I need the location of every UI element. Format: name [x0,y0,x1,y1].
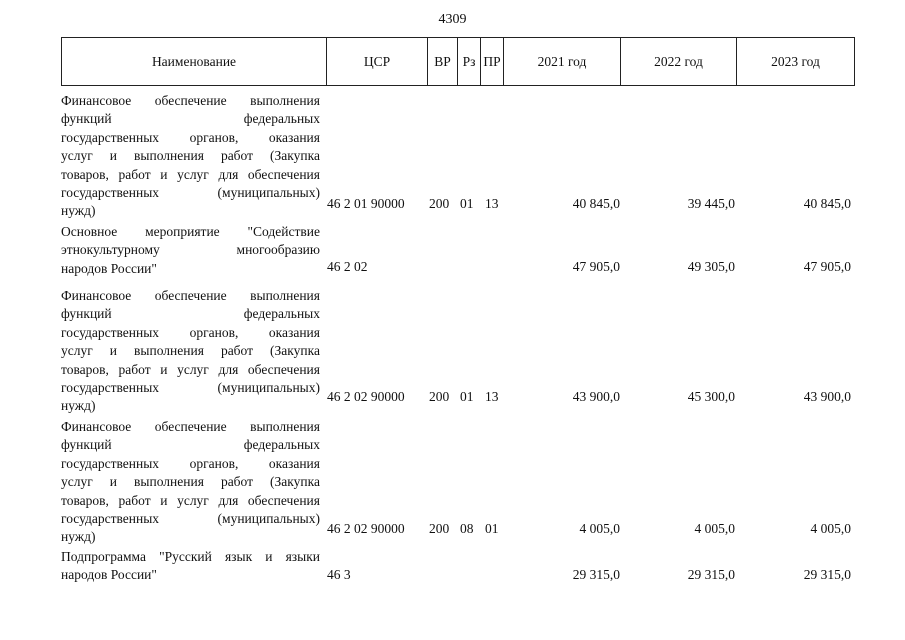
row-2023: 47 905,0 [803,259,851,274]
row-vr: 200 [429,389,450,404]
name-line: государственных органов, оказания [61,129,320,145]
name-line: Финансовое обеспечение выполнения [61,419,320,434]
row-csr: 46 2 01 90000 [327,196,405,211]
name-line: функций федеральных [61,306,320,322]
name-line: Финансовое обеспечение выполнения [61,288,320,303]
name-line: товаров, работ и услуг для обеспечения [61,492,320,508]
row-name [61,92,320,221]
header-rz: Рз [458,38,481,86]
name-line: товаров, работ и услуг для обеспечения [61,166,320,182]
name-line: нужд) [61,398,96,414]
name-line: государственных (муниципальных) [61,184,320,200]
row-2022: 45 300,0 [687,389,735,404]
header-pr: ПР [481,38,504,86]
table-header [61,37,855,86]
row-2021: 4 005,0 [579,521,620,536]
row-name [61,287,320,416]
name-line: Основное мероприятие "Содействие [61,224,320,239]
name-line: нужд) [61,203,96,219]
row-csr: 46 2 02 [327,259,368,274]
name-line: нужд) [61,529,96,545]
row-csr: 46 2 02 90000 [327,389,405,404]
name-line: функций федеральных [61,111,320,127]
row-2023: 4 005,0 [810,521,851,536]
name-line: услуг и выполнения работ (Закупка [61,474,320,490]
row-csr: 46 3 [327,567,351,582]
row-name [61,548,320,585]
page-number: 4309 [438,12,467,27]
row-2022: 4 005,0 [694,521,735,536]
header-2023: 2023 год [737,38,855,86]
row-2022: 39 445,0 [687,196,735,211]
row-csr: 46 2 02 90000 [327,521,405,536]
name-line: государственных (муниципальных) [61,510,320,526]
row-pr: 01 [485,521,499,536]
row-rz: 08 [460,521,474,536]
name-line: народов России" [61,567,157,583]
row-vr: 200 [429,196,450,211]
row-2023: 29 315,0 [803,567,851,582]
row-pr: 13 [485,389,499,404]
row-rz: 01 [460,389,474,404]
row-2021: 40 845,0 [572,196,620,211]
name-line: услуг и выполнения работ (Закупка [61,148,320,164]
header-vr: ВР [428,38,458,86]
row-2023: 40 845,0 [803,196,851,211]
row-2021: 43 900,0 [572,389,620,404]
row-2021: 47 905,0 [572,259,620,274]
row-name [61,418,320,547]
row-2022: 29 315,0 [687,567,735,582]
row-name [61,223,320,278]
row-2021: 29 315,0 [572,567,620,582]
name-line: товаров, работ и услуг для обеспечения [61,361,320,377]
name-line: государственных органов, оказания [61,324,320,340]
name-line: Подпрограмма "Русский язык и языки [61,549,320,564]
row-rz: 01 [460,196,474,211]
name-line: услуг и выполнения работ (Закупка [61,343,320,359]
name-line: государственных (муниципальных) [61,379,320,395]
row-2022: 49 305,0 [687,259,735,274]
header-name: Наименование [62,38,327,86]
row-pr: 13 [485,196,499,211]
header-2021: 2021 год [504,38,621,86]
header-csr: ЦСР [327,38,428,86]
name-line: народов России" [61,260,157,276]
row-vr: 200 [429,521,450,536]
name-line: этнокультурному многообразию [61,242,320,258]
name-line: Финансовое обеспечение выполнения [61,93,320,108]
row-2023: 43 900,0 [803,389,851,404]
header-2022: 2022 год [621,38,737,86]
name-line: функций федеральных [61,437,320,453]
name-line: государственных органов, оказания [61,455,320,471]
